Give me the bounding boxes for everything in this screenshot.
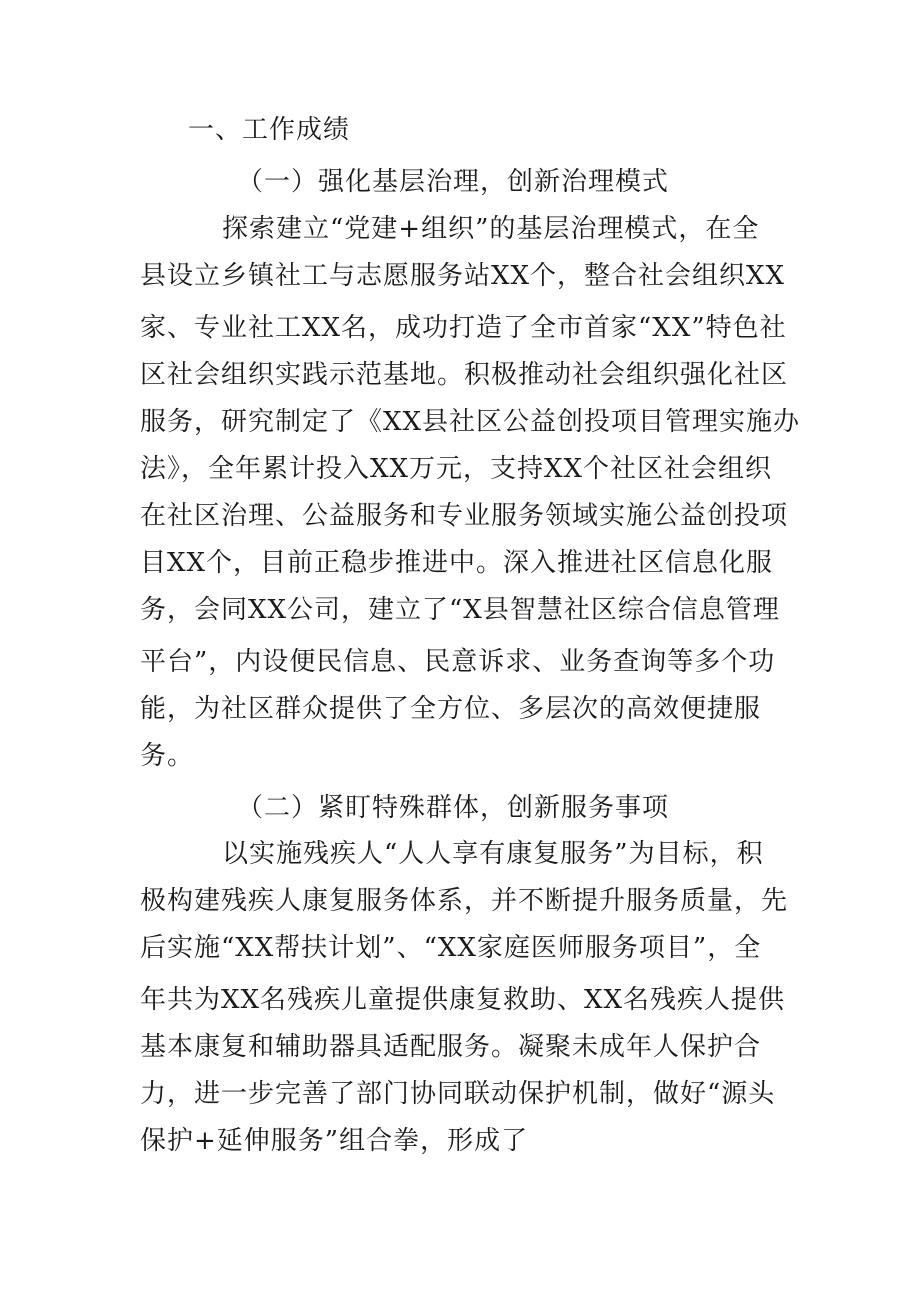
paragraph-line: 后实施“XX帮扶计划”、“XX家庭医师服务项目”，全 bbox=[140, 933, 762, 963]
paragraph-line: 服务，研究制定了《XX县社区公益创投项目管理实施办 bbox=[140, 407, 801, 437]
subsection-heading-2: （二）紧盯特殊群体，创新服务事项 bbox=[237, 793, 670, 823]
paragraph-line: 家、专业社工XX名，成功打造了全市首家“XX”特色社 bbox=[140, 313, 787, 343]
subsection-heading-1: （一）强化基层治理，创新治理模式 bbox=[237, 167, 670, 197]
paragraph-line: 务。 bbox=[140, 741, 195, 771]
paragraph-line: 年共为XX名残疾儿童提供康复救助、XX名残疾人提供 bbox=[140, 985, 786, 1015]
paragraph-line: 在社区治理、公益服务和专业服务领域实施公益创投项 bbox=[140, 501, 789, 531]
paragraph-line: 能，为社区群众提供了全方位、多层次的高效便捷服 bbox=[140, 694, 762, 724]
paragraph-line: 平台”，内设便民信息、民意诉求、业务查询等多个功 bbox=[140, 647, 776, 677]
paragraph-line: 法》，全年累计投入XX万元，支持XX个社区社会组织 bbox=[140, 454, 773, 484]
paragraph-line: 探索建立“党建+组织”的基层治理模式，在全 bbox=[222, 214, 760, 244]
paragraph-line: 目XX个，目前正稳步推进中。深入推进社区信息化服 bbox=[140, 548, 774, 578]
paragraph-line: 极构建残疾人康复服务体系，并不断提升服务质量，先 bbox=[140, 886, 789, 916]
paragraph-line: 基本康复和辅助器具适配服务。凝聚未成年人保护合 bbox=[140, 1032, 762, 1062]
paragraph-line: 务，会同XX公司，建立了“X县智慧社区综合信息管理 bbox=[140, 595, 780, 625]
paragraph-line: 县设立乡镇社工与志愿服务站XX个，整合社会组织XX bbox=[140, 261, 786, 291]
paragraph-line: 保护+延伸服务”组合拳，形成了 bbox=[140, 1126, 529, 1156]
section-heading-achievements: 一、工作成绩 bbox=[188, 115, 351, 145]
paragraph-line: 区社会组织实践示范基地。积极推动社会组织强化社区 bbox=[140, 360, 789, 390]
paragraph-line: 以实施残疾人“人人享有康复服务”为目标，积 bbox=[222, 839, 764, 869]
paragraph-line: 力，进一步完善了部门协同联动保护机制，做好“源头 bbox=[140, 1079, 776, 1109]
